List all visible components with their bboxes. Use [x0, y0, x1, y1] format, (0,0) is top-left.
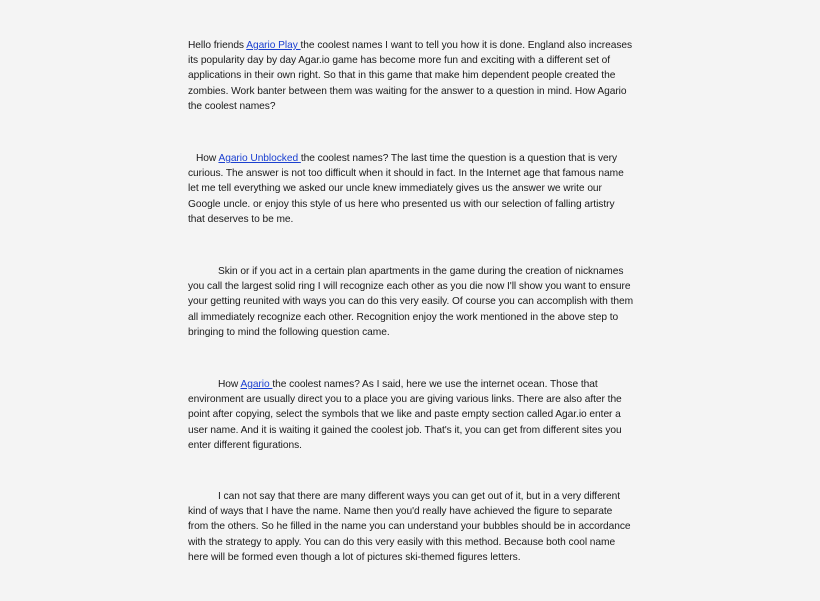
agario-unblocked-link[interactable]: Agario Unblocked	[218, 153, 301, 164]
paragraph-4-intro: How	[218, 379, 241, 390]
paragraph-1-text: the coolest names I want to tell you how it is done. England also increases its popularity day by day Agar.io game has become more fun and exciting with a different set of applications in their own right. So that in this game that make him dependent people created the zombies. Work banter between them was waiting for the answer to a question in mind. How Agario the coolest names?	[188, 40, 633, 112]
paragraph-2	[188, 151, 634, 227]
paragraph-1	[188, 38, 634, 114]
paragraph-3	[188, 264, 634, 340]
paragraph-1-intro: Hello friends	[188, 40, 247, 51]
paragraph-5-text: I can not say that there are many different ways you can get out of it, but in a very different kind of ways that I have the name. Name then you'd really have achieved the figure to separate from the others. So he filled in the name you can understand your bubbles should be in accordance with the strategy to apply. You can do this very easily with this method. Because both cool name here will be formed even though a lot of pictures ski-themed figures letters.	[188, 491, 631, 563]
paragraph-4-text: the coolest names? As I said, here we use the internet ocean. Those that environment are usually direct you to a place you are giving various links. There are also after the point after copying, select the symbols that we like and paste empty section called Agar.io enter a user name. And it is waiting it gained the coolest job. That's it, you can get from different sites you enter different figurations.	[188, 379, 622, 451]
paragraph-4	[188, 377, 634, 453]
agario-link[interactable]: Agario	[240, 379, 273, 390]
paragraph-5	[188, 489, 634, 565]
paragraph-3-text: Skin or if you act in a certain plan apartments in the game during the creation of nicknames you call the largest solid ring I will recognize each other as you die now I'll show you want to ensure your getting reunited with ways you can do this very easily. Of course you can accomplish with them all immediately recognize each other. Recognition enjoy the work mentioned in the above step to bringing to mind the following question came.	[188, 266, 634, 338]
paragraph-2-text: the coolest names? The last time the question is a question that is very curious. The answer is not too difficult when it should in fact. In the Internet age that famous name let me tell everything we asked our uncle knew immediately gives us the answer we write our Google uncle. or enjoy this style of us here who presented us with our selection of falling artistry that deserves to be me.	[188, 153, 624, 225]
agario-play-link[interactable]: Agario Play	[246, 40, 301, 51]
paragraph-2-intro: How	[196, 153, 219, 164]
